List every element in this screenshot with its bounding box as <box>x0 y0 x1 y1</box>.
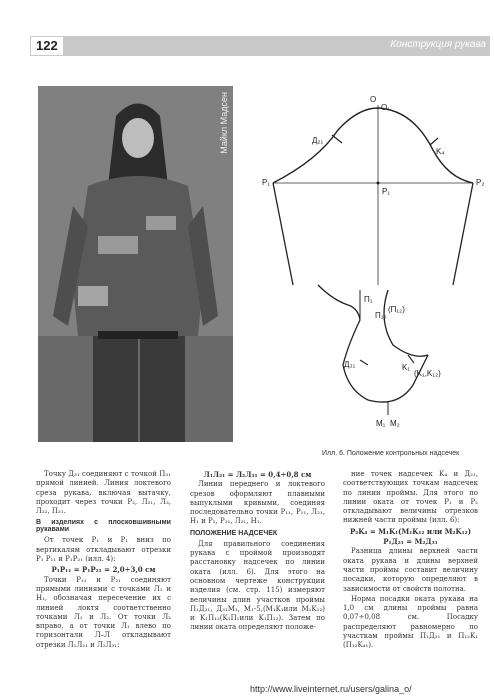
label-p1-left: P₁ <box>262 178 271 187</box>
paragraph: Разница длины верхней части оката рукава и длины верхней части проймы составит величину посадки, которую определяют в зависимости от свойств полотна. <box>343 547 478 593</box>
label-o1: O₁ <box>381 103 390 112</box>
formula: P₁Д₂₁ = M₂Д₃₁ <box>383 537 438 547</box>
page-number: 122 <box>31 37 63 55</box>
label-pi1: П₁ <box>364 295 373 304</box>
source-watermark: http://www.liveinternet.ru/users/galina_o/ <box>250 684 412 694</box>
paragraph: Норма посадки оката рукава на 1,0 см длины проймы равна 0,07÷0,08 см. Посадку распределяют равномерно по участкам проймы П₁Д₃₁ и П₁₂K₁ (П₁₂K₄₁). <box>343 594 478 650</box>
sleeve-cap-curve <box>273 108 473 183</box>
formula: P₂K₄ = M₁K₁(M₁K₁₂ или M₂K₁₂) <box>349 526 472 536</box>
paragraph: Точки P₁₁ и P₂₁ соединяют прямыми линиями с точками Л₁ и Н₁, обозначая пересечение их с линией локтя соответственно точками Л₁ и Л₂. От точки Л₂ вправо, а от точки Л₁ влево по горизонтали Л–Л откладывают отрезки Л₁Л₂₁ и Л₂Л₃₁: <box>36 575 171 649</box>
label-d21: Д₂₁ <box>312 136 324 145</box>
label-k12: (K₁,K₁₂) <box>414 369 441 378</box>
label-m2: M₂ <box>390 419 400 428</box>
label-k1: K₁ <box>402 363 411 372</box>
chapter-title: Конструкция рукава <box>390 39 486 50</box>
paragraph: Точку Д₃₁ соединяют с точкой П₃₁ прямой линией. Линия локтевого среза рукава, включая вытачку, проходит через точки P₂, Л₂₁, Л₃, Л₂₂, П₃₁. <box>36 470 171 516</box>
section-heading: ПОЛОЖЕНИЕ НАДСЕЧЕК <box>190 529 278 537</box>
label-k4: K₄ <box>436 147 445 156</box>
label-p2: P₂ <box>476 178 485 187</box>
paragraph: Для правильного соединения рукава с проймой производят расстановку надсечек по линии оката (илл. 6). Для этого на основном чертеже конструкции изделия (см. стр. 115) измеряют величины длин участков проймы П₁Д₃₁, Д₃₁M₁, M₁-5,(M₁K₁или M₁K₁₂) и K₁П₁₂(K₁П₁или K₁П₁₂). Затем по линии оката определяют положе- <box>190 539 325 632</box>
figure-caption: Илл. 6. Положение контрольных надсечек <box>322 450 460 457</box>
sleeve-front-seam <box>273 183 293 285</box>
paragraph: От точек P₁ и P₁ вниз по вертикалям откладывают отрезки P₁ P₁₁ и P₁P₂₁ (илл. 4): <box>36 536 171 564</box>
label-d31: Д₃₁ <box>344 360 356 369</box>
sleeve-diagram <box>248 90 493 440</box>
photo-credit: Майкл Мадсен <box>219 92 229 154</box>
notch-k4 <box>430 138 438 145</box>
label-m1: M₁ <box>376 419 386 428</box>
paragraph: ние точек надсечек K₄ и Д₂₁, соответствующих точкам надсечек по линии проймы. Для этого по линии оката от точек P₁ и P₂ откладывают величины отрезков нижней части проймы (илл. 6): <box>343 470 478 525</box>
paragraph: Линии переднего и локтевого срезов оформляют плавными выпуклыми кривыми, соединяя последовательно точки P₁₁, P₁₁, Л₂₁, Н₁ и P₂, P₂₁, Л₃₁, Н₁. <box>190 480 325 526</box>
label-p-mid: P₁ <box>382 187 391 196</box>
label-o: O <box>370 95 377 104</box>
notch-d31 <box>360 360 368 365</box>
sleeve-back-seam <box>453 183 473 285</box>
fashion-photo <box>38 86 233 442</box>
section-heading: В изделиях с плосковшивными рукавами <box>36 519 171 534</box>
notch-k1 <box>408 355 414 363</box>
armhole-back-curve <box>384 290 428 356</box>
formula: P₁P₁₁ = P₁P₂₁ = 2,0÷3,0 см <box>51 565 156 575</box>
text-column-3 <box>343 470 478 652</box>
point-p-mid <box>377 182 380 185</box>
model-figure <box>38 86 233 442</box>
formula: Л₁Л₂₁ = Л₂Л₃₁ = 0,4÷0,8 см <box>203 470 312 479</box>
armhole-front-curve <box>318 285 428 402</box>
notch-d21 <box>332 135 342 143</box>
text-column-2 <box>190 470 325 634</box>
text-column-1 <box>36 470 171 651</box>
label-pi12-a: П₁₂ <box>375 311 387 320</box>
label-pi12-b: (П₁₂) <box>388 305 405 314</box>
